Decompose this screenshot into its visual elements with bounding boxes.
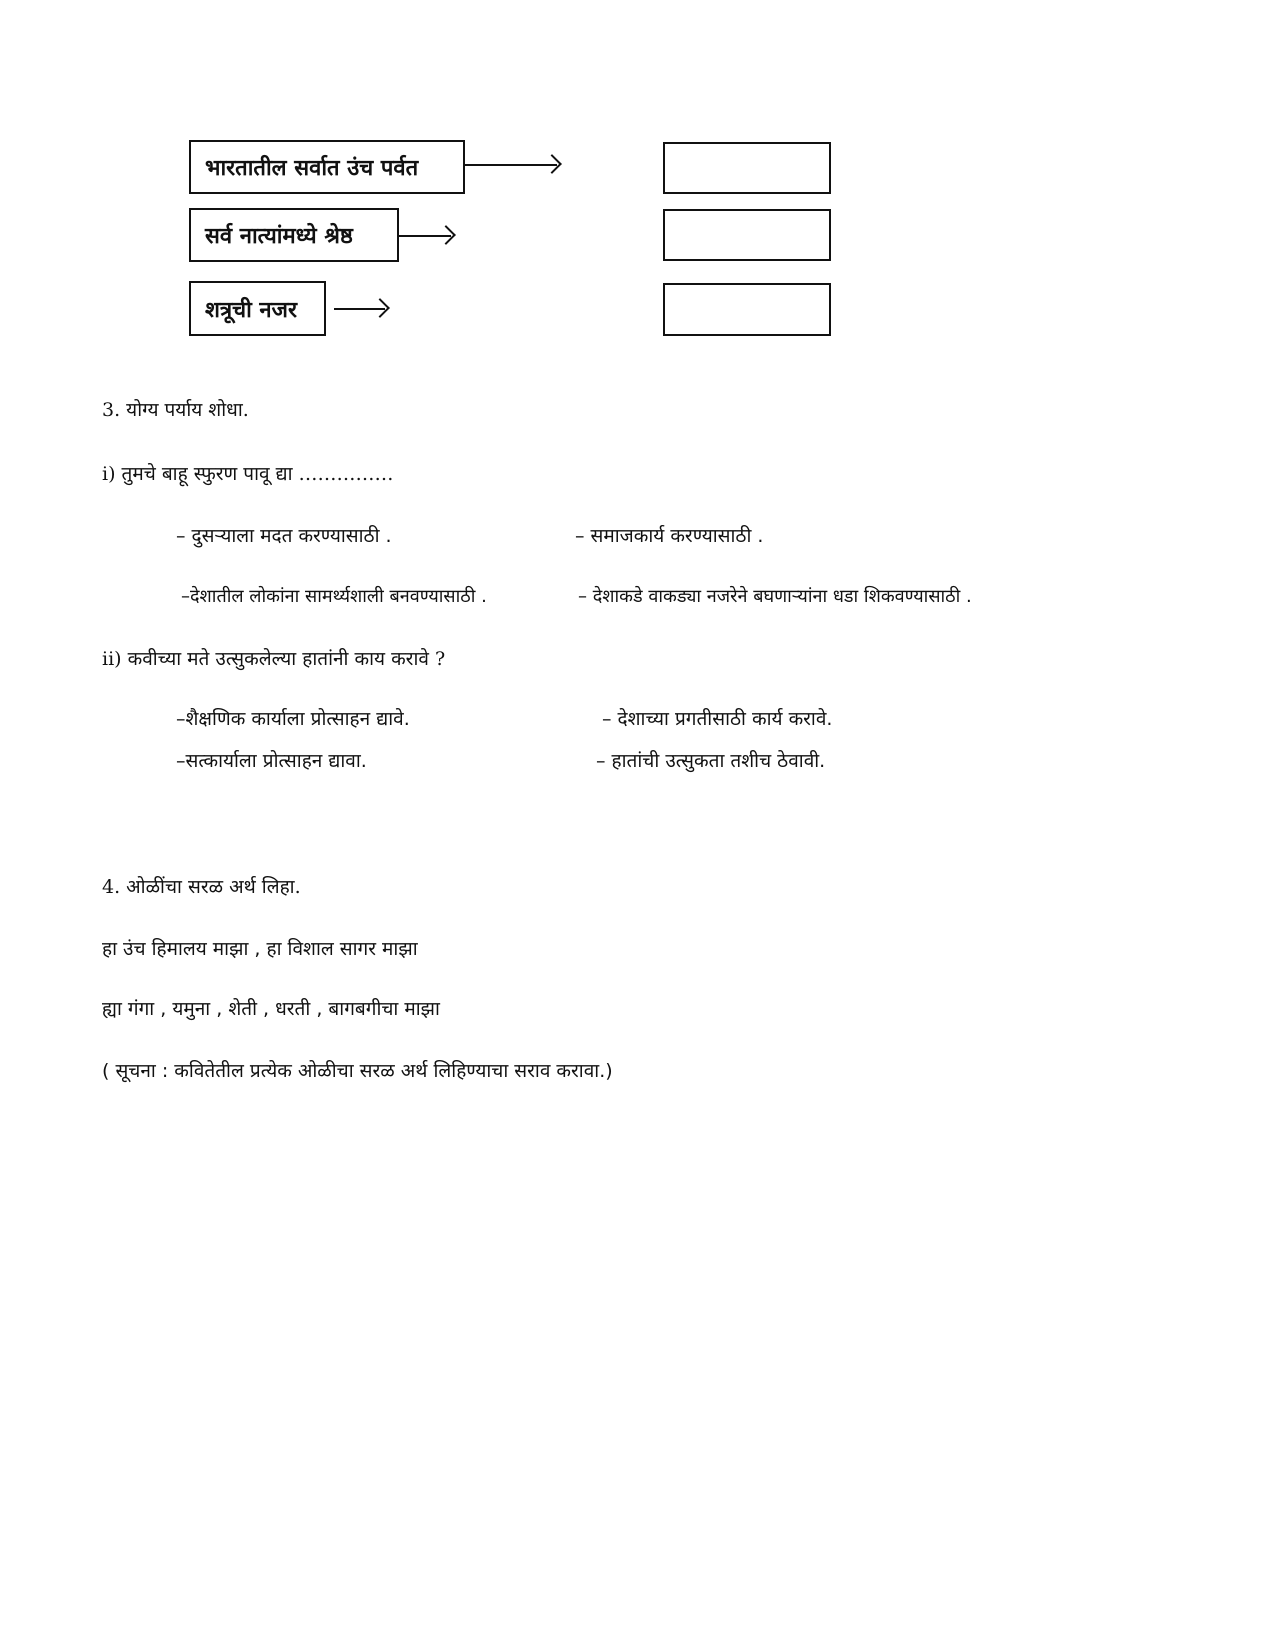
- q3-sub2-question: ii) कवीच्या मते उत्सुकलेल्या हातांनी काय करावे ?: [102, 648, 446, 670]
- q4-poem-line-2: ह्या गंगा , यमुना , शेती , धरती , बागबगीचा माझा: [102, 998, 440, 1020]
- match-label-2: [189, 208, 399, 262]
- q4-heading: 4. ओळींचा सरळ अर्थ लिहा.: [102, 876, 301, 898]
- answer-box-3[interactable]: [663, 283, 831, 336]
- arrow-right-icon: [465, 164, 557, 166]
- q3-sub2-option-b: – देशाच्या प्रगतीसाठी कार्य करावे.: [602, 708, 833, 730]
- q3-sub2-option-c: –सत्कार्याला प्रोत्साहन द्यावा.: [176, 750, 367, 772]
- q4-poem-line-1: हा उंच हिमालय माझा , हा विशाल सागर माझा: [102, 938, 418, 960]
- q3-sub1-question: i) तुमचे बाहू स्फुरण पावू द्या ……………: [102, 463, 394, 485]
- q4-note: ( सूचना : कवितेतील प्रत्येक ओळीचा सरळ अर्थ लिहिण्याचा सराव करावा.): [102, 1060, 613, 1082]
- answer-box-1[interactable]: [663, 142, 831, 194]
- match-label-3: [189, 281, 326, 336]
- q3-sub1-option-a: – दुसऱ्याला मदत करण्यासाठी .: [176, 525, 392, 547]
- answer-box-2[interactable]: [663, 209, 831, 261]
- match-label-2-text: सर्व नात्यांमध्ये श्रेष्ठ: [205, 224, 353, 249]
- match-label-1: [189, 140, 465, 194]
- q3-sub1-option-d: – देशाकडे वाकड्या नजरेने बघणाऱ्यांना धडा शिकवण्यासाठी .: [578, 586, 972, 607]
- match-label-1-text: भारतातील सर्वात उंच पर्वत: [205, 156, 419, 181]
- match-label-3-text: शत्रूची नजर: [205, 297, 297, 323]
- q3-heading: 3. योग्य पर्याय शोधा.: [102, 399, 249, 421]
- arrow-right-icon: [334, 308, 385, 310]
- q3-sub2-option-d: – हातांची उत्सुकता तशीच ठेवावी.: [596, 750, 826, 772]
- arrow-right-icon: [399, 235, 451, 237]
- q3-sub2-option-a: –शैक्षणिक कार्याला प्रोत्साहन द्यावे.: [176, 708, 410, 730]
- q3-sub1-option-b: – समाजकार्य करण्यासाठी .: [575, 525, 764, 547]
- q3-sub1-option-c: –देशातील लोकांना सामर्थ्यशाली बनवण्यासाठी .: [181, 586, 487, 607]
